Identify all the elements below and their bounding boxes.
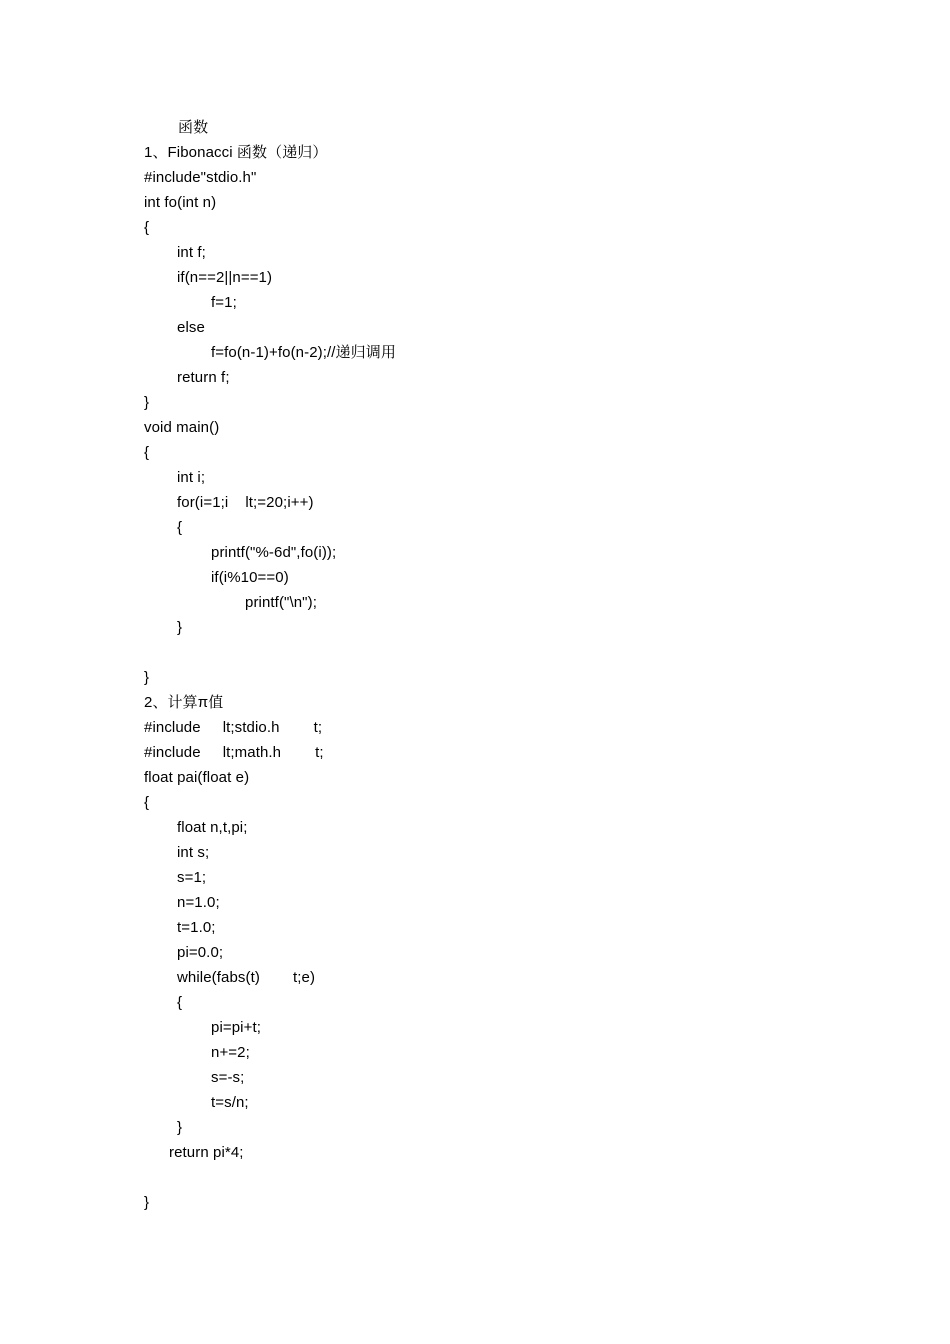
page-title: 函数 [178, 119, 209, 136]
code-line [144, 740, 324, 765]
code-line: f=fo(n-1)+fo(n-2);//递归调用 [211, 344, 396, 361]
code-line [177, 965, 315, 990]
code-line: else [177, 319, 205, 336]
code-line: void main() [144, 419, 220, 436]
code-fragment: while(fabs(t) [177, 969, 260, 986]
code-fragment: lt;=20;i++) [245, 494, 314, 511]
code-line [144, 715, 322, 740]
code-fragment: for(i=1;i [177, 494, 229, 511]
code-line: s=1; [177, 869, 207, 886]
code-line: n=1.0; [177, 894, 220, 911]
code-line: { [144, 219, 150, 236]
code-line: int i; [177, 469, 206, 486]
code-fragment: #include [144, 744, 201, 761]
code-fragment: t;e) [293, 969, 316, 986]
code-line: t=1.0; [177, 919, 216, 936]
section-2-heading: 2、计算π值 [144, 694, 224, 711]
code-line: } [144, 1194, 150, 1211]
code-fragment: lt;stdio.h [222, 719, 280, 736]
code-line: printf("%-6d",fo(i)); [211, 544, 337, 561]
code-fragment: t; [315, 744, 324, 761]
code-line: } [177, 619, 183, 636]
code-line: float pai(float e) [144, 769, 250, 786]
code-line: #include"stdio.h" [144, 169, 257, 186]
code-line: return f; [177, 369, 230, 386]
code-line: { [144, 794, 150, 811]
code-line: if(i%10==0) [211, 569, 289, 586]
code-line: pi=0.0; [177, 944, 224, 961]
code-line: return pi*4; [169, 1144, 244, 1161]
code-line: } [144, 669, 150, 686]
section-1-heading: 1、Fibonacci 函数（递归） [144, 144, 328, 161]
code-line: pi=pi+t; [211, 1019, 262, 1036]
code-line: n+=2; [211, 1044, 250, 1061]
code-line: } [144, 394, 150, 411]
code-line: s=-s; [211, 1069, 245, 1086]
code-line: float n,t,pi; [177, 819, 248, 836]
code-line: f=1; [211, 294, 237, 311]
code-line: int s; [177, 844, 210, 861]
code-line: { [144, 444, 150, 461]
code-line [177, 490, 314, 515]
code-line: { [177, 994, 183, 1011]
code-line: if(n==2||n==1) [177, 269, 273, 286]
code-line: } [177, 1119, 183, 1136]
code-fragment: t; [313, 719, 323, 736]
code-line: printf("\n"); [245, 594, 317, 611]
code-fragment: #include [144, 719, 201, 736]
code-line: t=s/n; [211, 1094, 249, 1111]
code-line: int fo(int n) [144, 194, 217, 211]
code-line: int f; [177, 244, 206, 261]
code-fragment: lt;math.h [222, 744, 282, 761]
code-line: { [177, 519, 183, 536]
